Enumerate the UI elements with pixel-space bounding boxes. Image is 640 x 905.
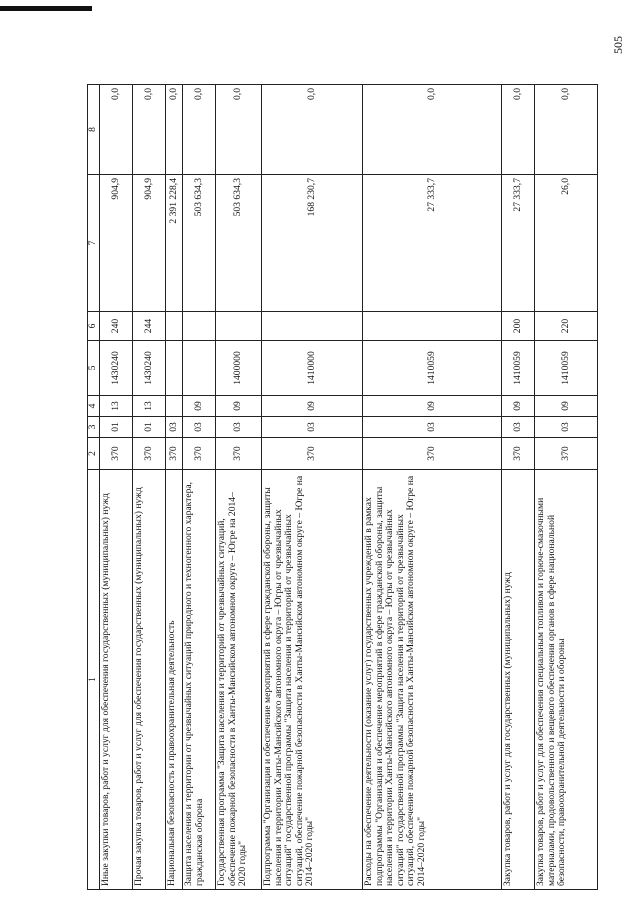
cell-target: 1410000: [262, 341, 363, 396]
cell-col8: 0,0: [363, 85, 502, 175]
cell-subsection: 09: [363, 396, 502, 417]
cell-amount: 503 634,3: [183, 175, 216, 312]
col-header: 2: [88, 438, 100, 470]
cell-target: 1410059: [535, 341, 598, 396]
cell-section: 03: [262, 417, 363, 438]
table-row: [216, 85, 262, 890]
cell-type: 240: [100, 312, 133, 341]
cell-code: 370: [133, 438, 166, 470]
cell-amount: 2 391 228,4: [166, 175, 183, 312]
cell-amount: 27 333,7: [363, 175, 502, 312]
table-row: [183, 85, 216, 890]
cell-amount: 168 230,7: [262, 175, 363, 312]
table-row: [166, 85, 183, 890]
header-row: [88, 85, 100, 890]
cell-subsection: 09: [183, 396, 216, 417]
table-row: [100, 85, 133, 890]
cell-type: 220: [535, 312, 598, 341]
cell-col8: 0,0: [216, 85, 262, 175]
cell-code: 370: [183, 438, 216, 470]
cell-col8: 0,0: [262, 85, 363, 175]
cell-target: 1400000: [216, 341, 262, 396]
cell-subsection: 13: [133, 396, 166, 417]
cell-target: 1410059: [502, 341, 535, 396]
cell-amount: 503 634,3: [216, 175, 262, 312]
cell-target: 1410059: [363, 341, 502, 396]
row-name: Закупка товаров, работ и услуг для обеспечения специальным топливом и горюче-смазочными материалами, продовольственного и вещевого обеспечения органов в сфере национальной безопасности, правоохранительной деятельности и обороны: [535, 470, 598, 890]
cell-section: 03: [166, 417, 183, 438]
page-number: 505: [611, 36, 625, 54]
col-header: 4: [88, 396, 100, 417]
cell-section: 03: [183, 417, 216, 438]
cell-type: [363, 312, 502, 341]
col-header: 3: [88, 417, 100, 438]
table-row: [363, 85, 502, 890]
row-name: Прочая закупка товаров, работ и услуг для обеспечения государственных (муниципальных) нужд: [133, 470, 166, 890]
cell-subsection: 09: [535, 396, 598, 417]
table-row: [502, 85, 535, 890]
cell-col8: 0,0: [183, 85, 216, 175]
table-row: [262, 85, 363, 890]
cell-amount: 26,0: [535, 175, 598, 312]
cell-amount: 904,9: [133, 175, 166, 312]
row-name: Закупка товаров, работ и услуг для государственных (муниципальных) нужд: [502, 470, 535, 890]
cell-code: 370: [100, 438, 133, 470]
col-header: 8: [88, 85, 100, 175]
cell-section: 03: [216, 417, 262, 438]
cell-section: 03: [502, 417, 535, 438]
table-row: [133, 85, 166, 890]
cell-type: 200: [502, 312, 535, 341]
cell-amount: 27 333,7: [502, 175, 535, 312]
cell-col8: 0,0: [502, 85, 535, 175]
col-header: 5: [88, 341, 100, 396]
cell-col8: 0,0: [133, 85, 166, 175]
cell-col8: 0,0: [535, 85, 598, 175]
cell-subsection: 09: [216, 396, 262, 417]
budget-table: [87, 84, 598, 890]
cell-target: [166, 341, 183, 396]
cell-section: 03: [363, 417, 502, 438]
col-header: 7: [88, 175, 100, 312]
cell-section: 01: [133, 417, 166, 438]
row-name: Подпрограмма "Организация и обеспечение мероприятий в сфере гражданской обороны, защиты населения и территории Ханты-Мансийского автономного округа – Югры от чрезвычайных ситуаций" государственной программы "Защита населения и территорий от чрезвычайных ситуаций, обеспечение пожарной безопасности в Ханты-Мансийском автономном округе – Югре на 2014–2020 годы": [262, 470, 363, 890]
cell-subsection: 13: [100, 396, 133, 417]
cell-code: 370: [262, 438, 363, 470]
cell-col8: 0,0: [100, 85, 133, 175]
cell-type: [216, 312, 262, 341]
row-name: Защита населения и территории от чрезвычайных ситуаций природного и техногенного характера, гражданская оборона: [183, 470, 216, 890]
cell-target: [183, 341, 216, 396]
cell-target: 1430240: [133, 341, 166, 396]
cell-type: [166, 312, 183, 341]
cell-code: 370: [502, 438, 535, 470]
cell-section: 01: [100, 417, 133, 438]
rotated-page: [87, 85, 597, 890]
row-name: Расходы на обеспечение деятельности (оказание услуг) государственных учреждений в рамках подпрограммы "Организация и обеспечение мероприятий в сфере гражданской обороны, защиты населения и территории Ханты-Мансийского автономного округа – Югры от чрезвычайных ситуаций" государственной программы "Защита населения и территорий от чрезвычайных ситуаций, обеспечение пожарной безопасности в Ханты-Мансийском автономном округе – Югре на 2014–2020 годы": [363, 470, 502, 890]
cell-code: 370: [216, 438, 262, 470]
cell-code: 370: [363, 438, 502, 470]
cell-section: 03: [535, 417, 598, 438]
row-name: Национальная безопасность и правоохранительная деятельность: [166, 470, 183, 890]
cell-code: 370: [535, 438, 598, 470]
cell-col8: 0,0: [166, 85, 183, 175]
col-header: 1: [88, 470, 100, 890]
cell-code: 370: [166, 438, 183, 470]
cell-subsection: 09: [262, 396, 363, 417]
row-name: Иные закупки товаров, работ и услуг для обеспечения государственных (муниципальных) нужд: [100, 470, 133, 890]
cell-subsection: [166, 396, 183, 417]
cell-subsection: 09: [502, 396, 535, 417]
cell-type: [183, 312, 216, 341]
cell-type: [262, 312, 363, 341]
scan-mark: [0, 6, 92, 11]
col-header: 6: [88, 312, 100, 341]
row-name: Государственная программа "Защита населения и территорий от чрезвычайных ситуаций, обеспечение пожарной безопасности в Ханты-Мансийском автономном округе – Югре на 2014–2020 годы": [216, 470, 262, 890]
table-row: [535, 85, 598, 890]
cell-amount: 904,9: [100, 175, 133, 312]
cell-target: 1430240: [100, 341, 133, 396]
cell-type: 244: [133, 312, 166, 341]
